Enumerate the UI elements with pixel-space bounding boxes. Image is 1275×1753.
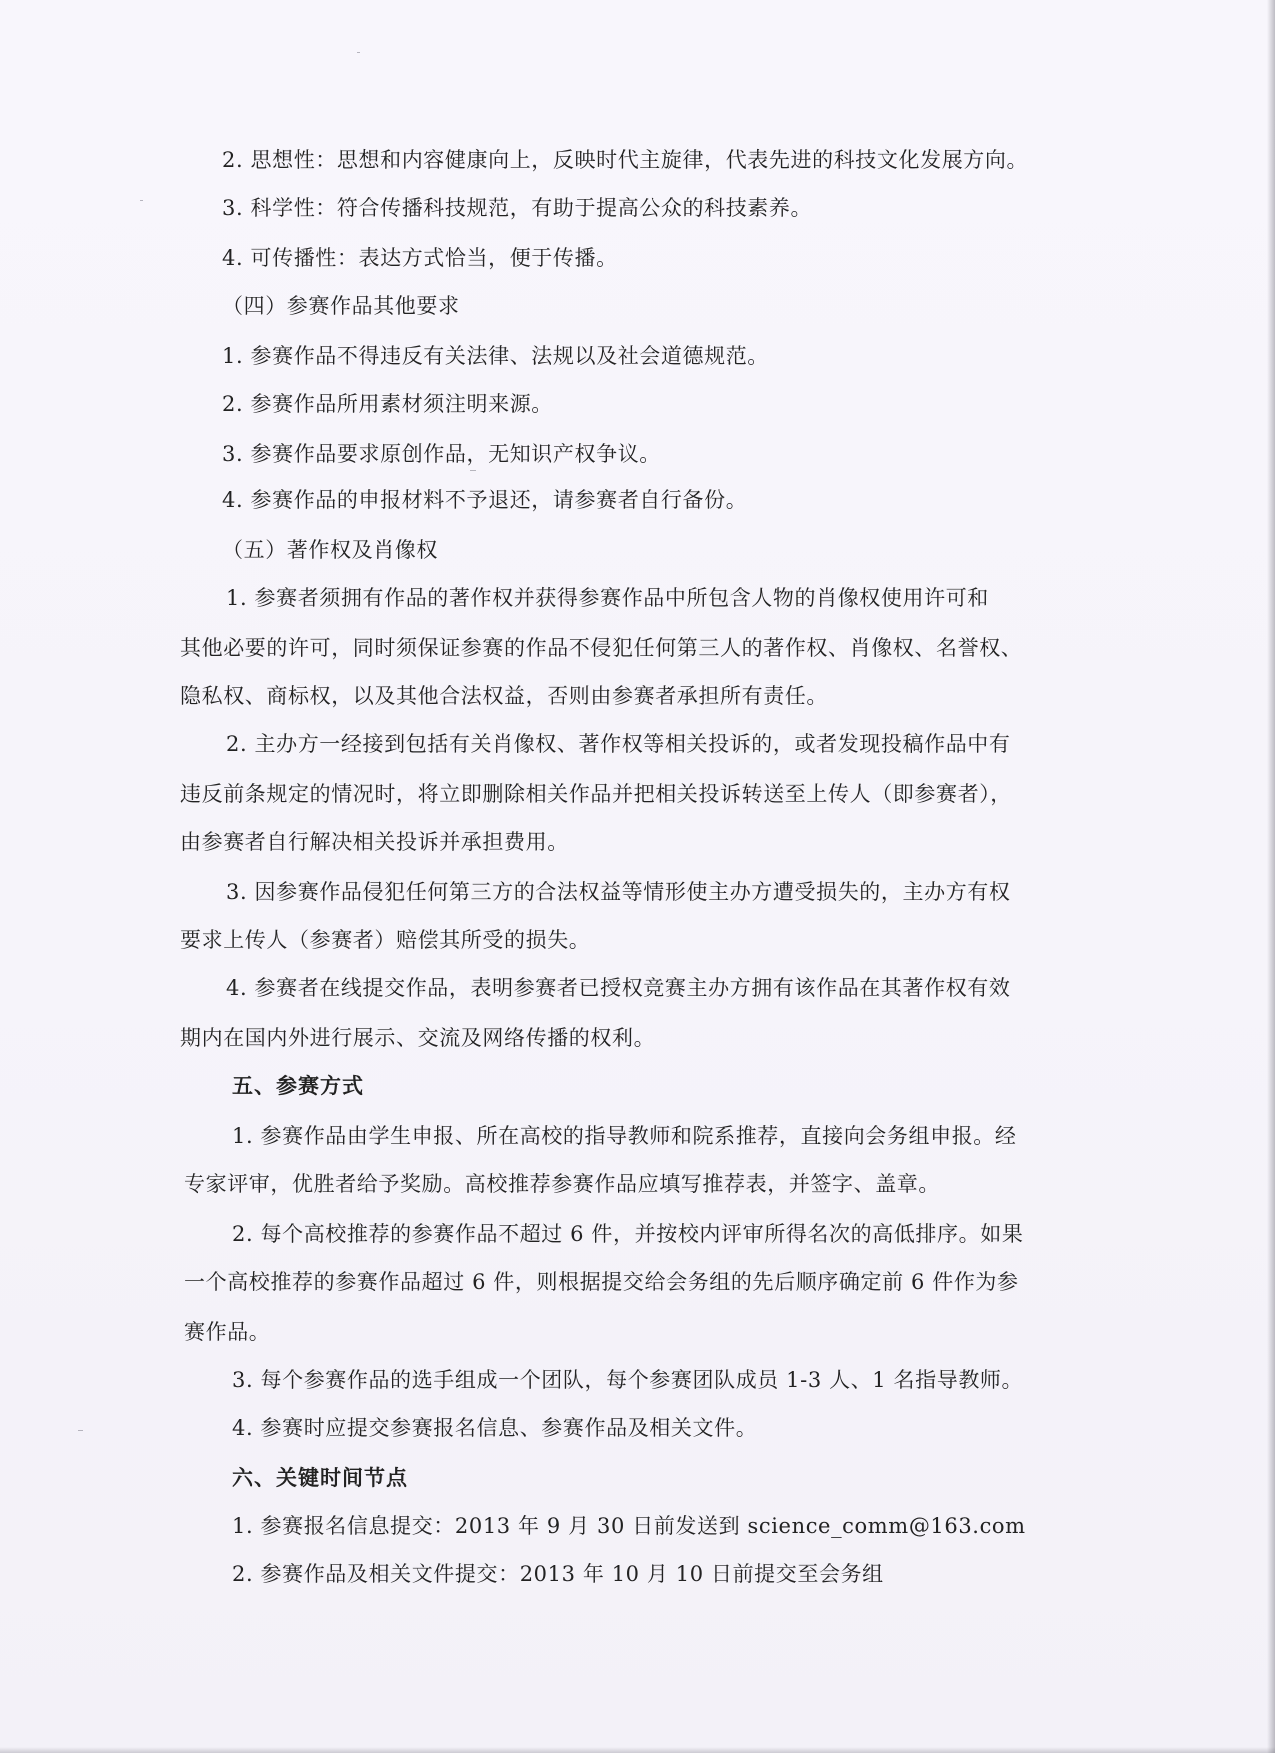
copyright-item-4-line-2: 期内在国内外进行展示、交流及网络传播的权利。	[180, 1026, 656, 1050]
copyright-item-1-line-2: 其他必要的许可，同时须保证参赛的作品不侵犯任何第三人的著作权、肖像权、名誉权、	[180, 636, 1023, 660]
section-heading-5: （五）著作权及肖像权	[222, 538, 438, 562]
criteria-item-3: 3. 科学性：符合传播科技规范，有助于提高公众的科技素养。	[222, 196, 813, 220]
method-item-2-line-1: 2. 每个高校推荐的参赛作品不超过 6 件，并按校内评审所得名次的高低排序。如果	[232, 1222, 1024, 1246]
copyright-item-2-line-2: 违反前条规定的情况时，将立即删除相关作品并把相关投诉转送至上传人（即参赛者），	[180, 782, 1012, 806]
method-item-1-line-2: 专家评审，优胜者给予奖励。高校推荐参赛作品应填写推荐表，并签字、盖章。	[184, 1172, 940, 1196]
timeline-item-2: 2. 参赛作品及相关文件提交：2013 年 10 月 10 日前提交至会务组	[232, 1562, 884, 1586]
section-heading-five: 五、参赛方式	[232, 1073, 364, 1098]
method-item-3: 3. 每个参赛作品的选手组成一个团队，每个参赛团队成员 1-3 人、1 名指导教师。	[232, 1368, 1024, 1392]
method-item-1-line-1: 1. 参赛作品由学生申报、所在高校的指导教师和院系推荐，直接向会务组申报。经	[232, 1124, 1017, 1148]
requirement-item-2: 2. 参赛作品所用素材须注明来源。	[222, 392, 553, 416]
method-item-2-line-2: 一个高校推荐的参赛作品超过 6 件，则根据提交给会务组的先后顺序确定前 6 件作为参	[184, 1270, 1019, 1294]
copyright-item-4-line-1: 4. 参赛者在线提交作品，表明参赛者已授权竞赛主办方拥有该作品在其著作权有效	[226, 976, 1011, 1000]
copyright-item-2-line-1: 2. 主办方一经接到包括有关肖像权、著作权等相关投诉的，或者发现投稿作品中有	[226, 732, 1011, 756]
method-item-2-line-3: 赛作品。	[184, 1320, 271, 1344]
requirement-item-3: 3. 参赛作品要求原创作品，无知识产权争议。	[222, 442, 661, 466]
criteria-item-4: 4. 可传播性：表达方式恰当，便于传播。	[222, 246, 618, 270]
copyright-item-2-line-3: 由参赛者自行解决相关投诉并承担费用。	[180, 830, 569, 854]
timeline-item-1: 1. 参赛报名信息提交：2013 年 9 月 30 日前发送到 science_comm@163.com	[232, 1514, 1026, 1538]
copyright-item-3-line-1: 3. 因参赛作品侵犯任何第三方的合法权益等情形使主办方遭受损失的，主办方有权	[226, 880, 1011, 904]
copyright-item-1-line-3: 隐私权、商标权，以及其他合法权益，否则由参赛者承担所有责任。	[180, 684, 828, 708]
copyright-item-3-line-2: 要求上传人（参赛者）赔偿其所受的损失。	[180, 928, 591, 952]
requirement-item-1: 1. 参赛作品不得违反有关法律、法规以及社会道德规范。	[222, 344, 769, 368]
section-heading-4: （四）参赛作品其他要求	[222, 294, 460, 318]
section-heading-six: 六、关键时间节点	[232, 1465, 408, 1490]
copyright-item-1-line-1: 1. 参赛者须拥有作品的著作权并获得参赛作品中所包含人物的肖像权使用许可和	[226, 586, 989, 610]
criteria-item-2: 2. 思想性：思想和内容健康向上，反映时代主旋律，代表先进的科技文化发展方向。	[222, 148, 1029, 172]
method-item-4: 4. 参赛时应提交参赛报名信息、参赛作品及相关文件。	[232, 1416, 758, 1440]
requirement-item-4: 4. 参赛作品的申报材料不予退还，请参赛者自行备份。	[222, 488, 748, 512]
